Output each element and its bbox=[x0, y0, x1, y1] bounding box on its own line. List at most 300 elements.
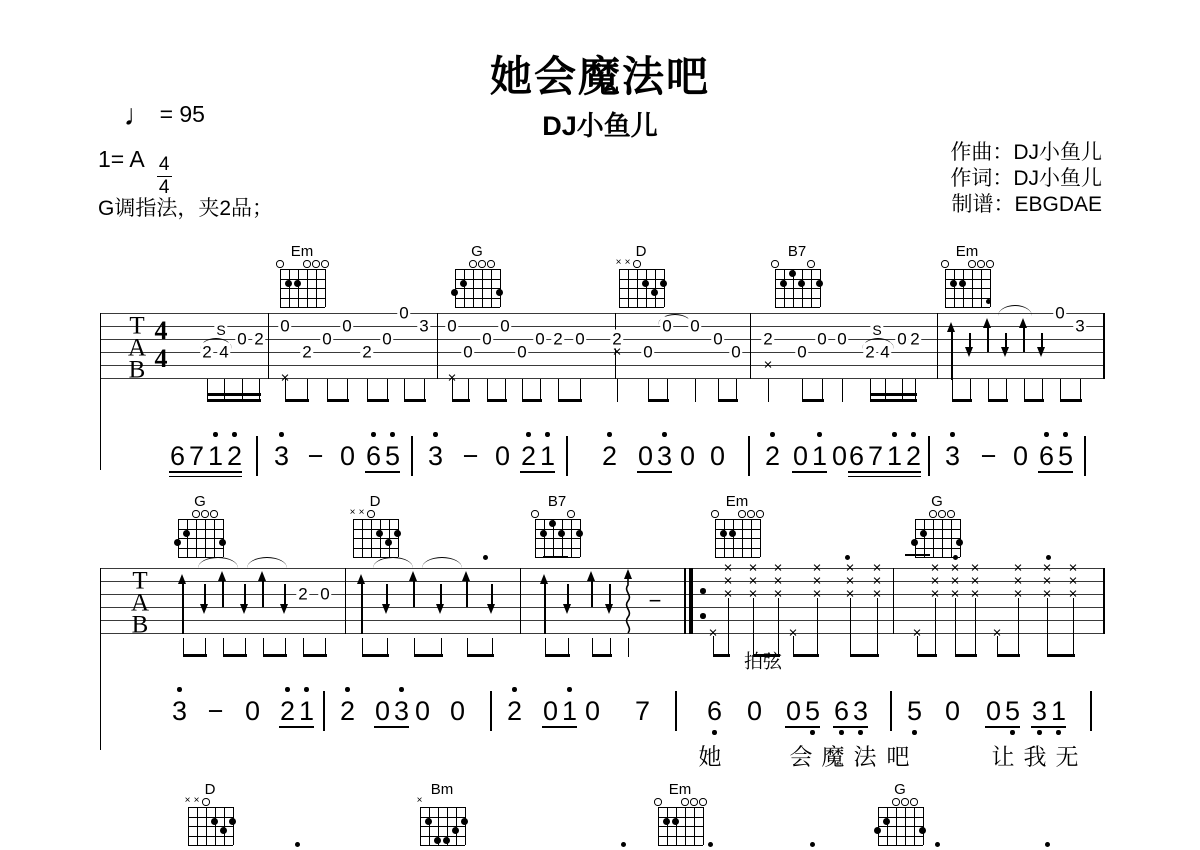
fret-line bbox=[535, 519, 580, 520]
jianpu-number: 6 bbox=[833, 696, 850, 726]
jianpu-number: 2 bbox=[520, 441, 537, 471]
string-line bbox=[963, 269, 964, 307]
open-string-mark bbox=[303, 260, 311, 268]
open-string-mark bbox=[977, 260, 985, 268]
percussive-mute-x: × bbox=[1013, 559, 1023, 577]
beam bbox=[327, 399, 349, 402]
percussive-mute-x: × bbox=[812, 559, 822, 577]
jianpu-number: 3 bbox=[852, 696, 869, 726]
jianpu-number: 6 bbox=[365, 441, 382, 471]
percussive-mute-x: × bbox=[748, 572, 758, 590]
chord-label: D bbox=[204, 781, 216, 798]
fret-line bbox=[878, 826, 923, 827]
percussive-mute-x: × bbox=[970, 585, 980, 603]
note-stem bbox=[1018, 598, 1019, 657]
note-stem bbox=[1073, 598, 1074, 657]
string-line bbox=[206, 807, 207, 845]
fret-line bbox=[715, 557, 760, 558]
jianpu-number: 2 bbox=[339, 696, 356, 726]
repeat-thin-bar bbox=[684, 568, 686, 634]
key-prefix: 1= A bbox=[98, 146, 145, 172]
lyric-syllable: 法 bbox=[853, 743, 877, 770]
jianpu-number: 1 bbox=[207, 441, 224, 471]
octave-dot-high bbox=[662, 432, 667, 437]
finger-dot bbox=[651, 289, 658, 296]
strum-up-arrow bbox=[591, 579, 593, 607]
finger-dot bbox=[219, 539, 226, 546]
beam bbox=[367, 399, 389, 402]
string-line bbox=[628, 269, 629, 307]
jianpu-barline bbox=[890, 691, 892, 731]
tab-fret-number: 0 bbox=[280, 316, 290, 336]
finger-dot bbox=[672, 818, 679, 825]
string-line bbox=[544, 519, 545, 557]
rhythm-dot bbox=[621, 842, 626, 847]
string-line bbox=[914, 807, 915, 845]
octave-dot-high bbox=[545, 432, 550, 437]
beam bbox=[713, 654, 730, 657]
string-line bbox=[676, 807, 677, 845]
finger-dot bbox=[183, 530, 190, 537]
open-string-mark bbox=[986, 260, 994, 268]
open-string-mark bbox=[938, 510, 946, 518]
barline bbox=[893, 568, 894, 634]
tab-fret-number: 2 bbox=[865, 342, 875, 362]
open-string-mark bbox=[738, 510, 746, 518]
duration-underline bbox=[1031, 726, 1066, 728]
fret-line bbox=[353, 557, 398, 558]
string-line bbox=[307, 269, 308, 307]
jianpu-number: 0 bbox=[584, 696, 601, 726]
octave-dot-high bbox=[526, 432, 531, 437]
strum-down-arrow bbox=[244, 584, 246, 606]
string-line bbox=[398, 519, 399, 557]
slide-label: S bbox=[872, 322, 882, 338]
string-line bbox=[465, 807, 466, 845]
jianpu-barline bbox=[411, 436, 413, 476]
beam bbox=[648, 399, 669, 402]
octave-dot-high bbox=[892, 432, 897, 437]
strum-down-arrow-head bbox=[965, 347, 973, 357]
lyricist-credit: 作词：DJ小鱼儿 bbox=[950, 167, 1102, 190]
tab-clef-letter: A bbox=[127, 334, 147, 362]
chord-label: G bbox=[894, 781, 906, 798]
strum-up-arrow bbox=[987, 326, 989, 352]
duration-underline bbox=[833, 726, 868, 728]
beam bbox=[955, 654, 977, 657]
tab-fret-number: 0 bbox=[535, 329, 545, 349]
muted-string-mark: × bbox=[615, 257, 622, 268]
jianpu-number: 7 bbox=[634, 696, 651, 726]
string-line bbox=[637, 269, 638, 307]
octave-dot-low bbox=[858, 730, 863, 735]
string-line bbox=[371, 519, 372, 557]
string-line bbox=[981, 269, 982, 307]
note-stem bbox=[817, 598, 818, 657]
tab-fret-number: 0 bbox=[342, 316, 352, 336]
strum-down-arrow bbox=[386, 584, 388, 606]
tab-fret-number: 0 bbox=[447, 316, 457, 336]
strum-up-arrow-head bbox=[983, 318, 991, 328]
percussive-mute-x: × bbox=[872, 572, 882, 590]
strum-down-arrow bbox=[491, 584, 493, 606]
strum-up-arrow-head bbox=[540, 574, 548, 584]
tenuto-dash bbox=[905, 554, 930, 556]
string-line bbox=[724, 519, 725, 557]
note-stem bbox=[728, 598, 729, 657]
end-barline bbox=[1103, 313, 1105, 379]
open-string-mark bbox=[699, 798, 707, 806]
note-stem bbox=[768, 379, 769, 402]
string-line bbox=[353, 519, 354, 557]
string-line bbox=[289, 269, 290, 307]
percussive-mute-x: × bbox=[845, 572, 855, 590]
percussive-mute-x: × bbox=[950, 585, 960, 603]
tab-fret-number: 0 bbox=[575, 329, 585, 349]
open-string-mark bbox=[892, 798, 900, 806]
strum-down-arrow-head bbox=[605, 604, 613, 614]
chord-label: D bbox=[635, 243, 647, 260]
fret-line bbox=[420, 845, 465, 846]
octave-dot-high bbox=[1044, 432, 1049, 437]
jianpu-number: 0 bbox=[679, 441, 696, 471]
finger-dot bbox=[394, 530, 401, 537]
jianpu-number: 0 bbox=[637, 441, 654, 471]
muted-string-mark: × bbox=[624, 257, 631, 268]
slide-label: S bbox=[216, 322, 226, 338]
chord-label: Em bbox=[290, 243, 314, 260]
string-line bbox=[464, 269, 465, 307]
octave-dot-high bbox=[177, 687, 182, 692]
string-line bbox=[924, 519, 925, 557]
fret-line bbox=[178, 557, 223, 558]
barline bbox=[750, 313, 751, 379]
tab-fret-number: 2 bbox=[362, 342, 372, 362]
beam bbox=[487, 399, 507, 402]
quarter-note-icon: ♩ bbox=[123, 99, 154, 132]
jianpu-number: 6 bbox=[848, 441, 865, 471]
jianpu-number: 1 bbox=[298, 696, 315, 726]
slap-strings-label: 拍弦 bbox=[743, 651, 783, 673]
open-string-mark bbox=[201, 510, 209, 518]
jianpu-barline bbox=[928, 436, 930, 476]
chord-label: G bbox=[471, 243, 483, 260]
duration-underline bbox=[169, 471, 242, 473]
rhythm-dot bbox=[986, 299, 991, 304]
chord-label: Em bbox=[725, 493, 749, 510]
tab-fret-number: 0 bbox=[463, 342, 473, 362]
jianpu-number: 0 bbox=[709, 441, 726, 471]
string-line bbox=[960, 519, 961, 557]
jianpu-number: 0 bbox=[494, 441, 511, 471]
jianpu-number: − bbox=[980, 441, 997, 471]
jianpu-number: 0 bbox=[985, 696, 1002, 726]
string-line bbox=[224, 807, 225, 845]
string-line bbox=[223, 519, 224, 557]
jianpu-barline bbox=[1084, 436, 1086, 476]
beam bbox=[207, 393, 261, 396]
jianpu-number: 3 bbox=[393, 696, 410, 726]
octave-dot-low bbox=[1056, 730, 1061, 735]
fret-line bbox=[775, 307, 820, 308]
octave-dot-high bbox=[1063, 432, 1068, 437]
finger-dot bbox=[229, 818, 236, 825]
fret-line bbox=[353, 519, 398, 520]
octave-dot-high bbox=[567, 687, 572, 692]
percussive-mute-x: × bbox=[748, 559, 758, 577]
fret-line bbox=[178, 548, 223, 549]
octave-dot-low bbox=[810, 730, 815, 735]
fret-line bbox=[775, 269, 820, 270]
string-line bbox=[214, 519, 215, 557]
jianpu-number: 6 bbox=[1038, 441, 1055, 471]
tab-clef-letter: T bbox=[129, 312, 145, 340]
tab-fret-number: 2 bbox=[763, 329, 773, 349]
tab-fret-number: 0 bbox=[837, 329, 847, 349]
jianpu-number: 6 bbox=[169, 441, 186, 471]
duration-underline bbox=[985, 726, 1020, 728]
time-signature-digit: 4 bbox=[154, 316, 168, 345]
muted-note-x: × bbox=[612, 343, 622, 361]
string-line bbox=[685, 807, 686, 845]
jianpu-number: 3 bbox=[427, 441, 444, 471]
fret-line bbox=[715, 548, 760, 549]
string-line bbox=[760, 519, 761, 557]
rhythm-dot bbox=[935, 842, 940, 847]
string-line bbox=[915, 519, 916, 557]
lyric-syllable: 魔 bbox=[821, 743, 845, 770]
open-string-mark bbox=[567, 510, 575, 518]
percussive-mute-x: × bbox=[723, 572, 733, 590]
beam bbox=[545, 654, 570, 657]
fret-line bbox=[353, 529, 398, 530]
fret-line bbox=[280, 298, 325, 299]
jianpu-number: 2 bbox=[226, 441, 243, 471]
open-string-mark bbox=[690, 798, 698, 806]
jianpu-number: 7 bbox=[188, 441, 205, 471]
fret-line bbox=[188, 817, 233, 818]
fret-line bbox=[619, 269, 664, 270]
open-string-mark bbox=[941, 260, 949, 268]
jianpu-number: 0 bbox=[542, 696, 559, 726]
fret-line bbox=[455, 269, 500, 270]
strum-up-arrow bbox=[413, 579, 415, 607]
muted-note-x: × bbox=[708, 624, 718, 642]
beam bbox=[414, 654, 443, 657]
octave-dot-high bbox=[371, 432, 376, 437]
string-line bbox=[456, 807, 457, 845]
beam bbox=[988, 399, 1008, 402]
tab-clef-letter: A bbox=[130, 589, 150, 617]
string-line bbox=[380, 519, 381, 557]
jianpu-number: 1 bbox=[561, 696, 578, 726]
fret-line bbox=[775, 288, 820, 289]
tab-fret-number: 0 bbox=[382, 329, 392, 349]
capo-instruction: G调指法，夹2品； bbox=[98, 197, 274, 220]
string-line bbox=[571, 519, 572, 557]
muted-note-x: × bbox=[992, 624, 1002, 642]
note-stem bbox=[753, 598, 754, 657]
open-string-mark bbox=[807, 260, 815, 268]
fret-line bbox=[178, 519, 223, 520]
tab-fret-number: 0 bbox=[482, 329, 492, 349]
jianpu-number: 2 bbox=[506, 696, 523, 726]
finger-dot bbox=[211, 818, 218, 825]
fret-line bbox=[178, 538, 223, 539]
finger-dot bbox=[549, 520, 556, 527]
strum-up-arrow bbox=[951, 330, 953, 380]
tab-fret-number: 0 bbox=[322, 329, 332, 349]
percussive-mute-x: × bbox=[970, 572, 980, 590]
fret-line bbox=[455, 307, 500, 308]
string-line bbox=[562, 519, 563, 557]
fret-line bbox=[945, 307, 990, 308]
percussive-mute-x: × bbox=[930, 559, 940, 577]
jianpu-number: 5 bbox=[804, 696, 821, 726]
finger-dot bbox=[496, 289, 503, 296]
beam bbox=[303, 654, 327, 657]
open-string-mark bbox=[312, 260, 320, 268]
arranger-credit: 制谱：EBGDAE bbox=[951, 193, 1102, 216]
open-string-mark bbox=[681, 798, 689, 806]
barline bbox=[345, 568, 346, 634]
string-line bbox=[896, 807, 897, 845]
duration-underline bbox=[279, 726, 314, 728]
tab-fret-number: 0 bbox=[713, 329, 723, 349]
duration-underline bbox=[848, 476, 921, 478]
fret-line bbox=[658, 845, 703, 846]
string-line bbox=[325, 269, 326, 307]
beam bbox=[1047, 654, 1075, 657]
string-line bbox=[500, 269, 501, 307]
lyric-syllable: 会 bbox=[789, 743, 813, 770]
percussive-mute-x: × bbox=[872, 559, 882, 577]
string-line bbox=[196, 519, 197, 557]
jianpu-number: 0 bbox=[339, 441, 356, 471]
string-line bbox=[733, 519, 734, 557]
octave-dot-low bbox=[839, 730, 844, 735]
tempo-value: = 95 bbox=[159, 101, 205, 127]
percussive-mute-x: × bbox=[872, 585, 882, 603]
fret-line bbox=[915, 519, 960, 520]
percussive-mute-x: × bbox=[950, 559, 960, 577]
open-string-mark bbox=[276, 260, 284, 268]
duration-underline bbox=[169, 476, 242, 478]
string-line bbox=[280, 269, 281, 307]
jianpu-barline bbox=[1090, 691, 1092, 731]
finger-dot bbox=[576, 530, 583, 537]
open-string-mark bbox=[968, 260, 976, 268]
strum-up-arrow-head bbox=[1019, 318, 1027, 328]
strum-up-arrow bbox=[361, 582, 363, 634]
fret-line bbox=[353, 548, 398, 549]
strum-down-arrow-head bbox=[1037, 347, 1045, 357]
beam bbox=[1024, 399, 1044, 402]
rhythm-dot bbox=[810, 842, 815, 847]
note-stem bbox=[975, 598, 976, 657]
finger-dot bbox=[959, 280, 966, 287]
string-line bbox=[954, 269, 955, 307]
string-line bbox=[905, 807, 906, 845]
barline bbox=[937, 313, 938, 379]
octave-dot-high bbox=[950, 432, 955, 437]
tie-arc bbox=[373, 557, 413, 568]
strum-down-arrow-head bbox=[200, 604, 208, 614]
tab-fret-number: 0 bbox=[817, 329, 827, 349]
finger-dot bbox=[950, 280, 957, 287]
fret-line bbox=[945, 298, 990, 299]
jianpu-number: 6 bbox=[706, 696, 723, 726]
string-line bbox=[942, 519, 943, 557]
chord-label: Em bbox=[668, 781, 692, 798]
jianpu-barline bbox=[748, 436, 750, 476]
beam bbox=[592, 654, 612, 657]
credits-block bbox=[950, 140, 1102, 218]
duration-underline bbox=[1038, 471, 1073, 473]
end-barline bbox=[1103, 568, 1105, 634]
fret-line bbox=[455, 288, 500, 289]
fret-line bbox=[188, 836, 233, 837]
jianpu-number: 3 bbox=[273, 441, 290, 471]
staff-line bbox=[100, 378, 1105, 379]
fret-line bbox=[658, 836, 703, 837]
strum-down-arrow bbox=[204, 584, 206, 606]
percussive-mute-x: × bbox=[845, 585, 855, 603]
finger-dot bbox=[798, 280, 805, 287]
tie-arc bbox=[247, 557, 287, 568]
octave-dot-high bbox=[285, 687, 290, 692]
string-line bbox=[715, 519, 716, 557]
chord-label: Em bbox=[955, 243, 979, 260]
open-string-mark bbox=[901, 798, 909, 806]
tab-fret-number: 3 bbox=[419, 316, 429, 336]
open-string-mark bbox=[202, 798, 210, 806]
open-string-mark bbox=[192, 510, 200, 518]
string-line bbox=[802, 269, 803, 307]
lyric-syllable: 无 bbox=[1055, 743, 1079, 770]
octave-dot-high bbox=[390, 432, 395, 437]
octave-dot-high bbox=[512, 687, 517, 692]
duration-underline bbox=[848, 471, 921, 473]
repeat-thick-bar bbox=[689, 568, 693, 634]
finger-dot bbox=[540, 530, 547, 537]
muted-note-x: × bbox=[447, 369, 457, 387]
beam bbox=[285, 399, 309, 402]
note-stem bbox=[955, 598, 956, 657]
jianpu-number: − bbox=[462, 441, 479, 471]
string-line bbox=[933, 519, 934, 557]
jianpu-barline bbox=[323, 691, 325, 731]
muted-note-x: × bbox=[763, 356, 773, 374]
string-line bbox=[972, 269, 973, 307]
time-signature-digit: 4 bbox=[154, 344, 168, 373]
strum-down-arrow-head bbox=[1001, 347, 1009, 357]
jianpu-number: 1 bbox=[811, 441, 828, 471]
chord-label: G bbox=[194, 493, 206, 510]
finger-dot bbox=[452, 827, 459, 834]
percussive-mute-x: × bbox=[1013, 572, 1023, 590]
open-string-mark bbox=[771, 260, 779, 268]
muted-note-x: × bbox=[280, 369, 290, 387]
finger-dot bbox=[558, 530, 565, 537]
strum-down-arrow-head bbox=[382, 604, 390, 614]
finger-dot bbox=[883, 818, 890, 825]
rhythm-dot bbox=[953, 555, 958, 560]
percussive-mute-x: × bbox=[1042, 585, 1052, 603]
string-line bbox=[784, 269, 785, 307]
finger-dot bbox=[663, 818, 670, 825]
strum-up-arrow-head bbox=[178, 574, 186, 584]
